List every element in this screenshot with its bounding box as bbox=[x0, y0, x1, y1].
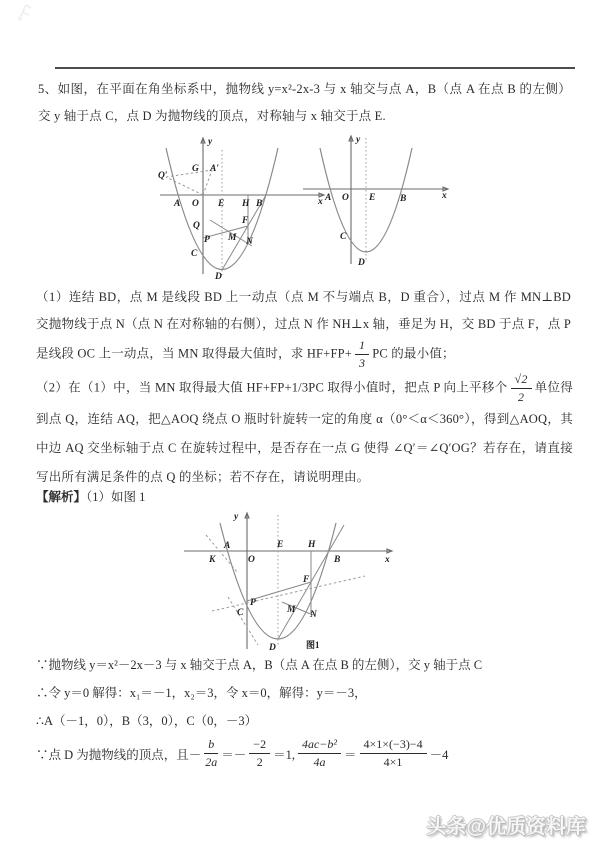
fig-b-y-axis-label: y bbox=[356, 135, 361, 145]
analysis-tag: 【解析】 bbox=[36, 490, 87, 504]
fig-a-point-f: F bbox=[242, 216, 249, 226]
fig-c-point-h: H bbox=[308, 540, 316, 550]
fig-b-point-o: O bbox=[342, 193, 349, 203]
fig-a-x-axis-label: x bbox=[318, 197, 323, 207]
solution-line-4 bbox=[36, 737, 448, 770]
fig-a-point-o: O bbox=[192, 199, 199, 209]
solution-line-2: ∴令 y＝0 解得：x₁＝－1，x₂＝3，令 x＝0，解得：y＝－3， bbox=[36, 686, 367, 700]
sol4-post: －4 bbox=[429, 747, 449, 762]
fig-a-point-n: N bbox=[246, 237, 253, 247]
fig-c-point-b: B bbox=[334, 555, 341, 565]
fig-b-point-a: A bbox=[325, 193, 332, 203]
question-part-2 bbox=[36, 372, 573, 492]
figure-solution-graph-1 bbox=[182, 505, 397, 655]
fig-c-point-p: P bbox=[250, 598, 256, 608]
fig-a-point-h: H bbox=[242, 199, 250, 209]
watermark-text: 头条@优质资料库 bbox=[426, 816, 586, 838]
fig-a-y-axis-label: y bbox=[208, 137, 213, 147]
fig-a-point-a-prime: A′ bbox=[210, 164, 220, 174]
fraction-sqrt2-over-2: $\frac{√2}{2}$ bbox=[511, 372, 532, 405]
fig-b-point-c: C bbox=[340, 232, 347, 242]
analysis-text: （1）如图 1 bbox=[86, 490, 146, 504]
fig-a-point-q: Q bbox=[193, 221, 200, 231]
sol4-mid2: ＝1, bbox=[273, 747, 295, 762]
sol4-mid1: ＝－ bbox=[221, 747, 247, 762]
question-part-1 bbox=[36, 284, 571, 371]
fig-a-point-b: B bbox=[256, 199, 263, 209]
figure-parabola-plain bbox=[298, 126, 460, 268]
fig-b-point-d: D bbox=[358, 258, 365, 268]
fig-a-point-p: P bbox=[204, 235, 210, 245]
fraction-numeric: $\frac{4\times 1\times(-3)-4}{4\times 1}$ bbox=[360, 737, 427, 770]
part1-text-before: （1）连结 BD，点 M 是线段 BD 上一动点（点 M 不与端点 B，D 重合），过点 M 作 MN⊥BD 交抛物线于点 N（点 N 在对称轴的右侧），过点 N 作 NH⊥x 轴，垂足为 H，交 BD 于点 F，点 P 是线段 OC 上一动点，当 MN 取得最大值时，求 HF+FP+ bbox=[36, 290, 571, 361]
fraction-one-third: $\frac{1}{3}$ bbox=[355, 338, 369, 371]
fig-c-x-axis-label: x bbox=[385, 555, 390, 565]
faint-corner-logo-icon bbox=[16, 2, 46, 24]
part2-text-before: （2）在（1）中，当 MN 取得最大值 HF+FP+1/3PC 取得小值时，把点 P 向上平移个 bbox=[36, 380, 508, 395]
fig-c-y-axis-label: y bbox=[234, 512, 239, 522]
fig-c-point-a: A bbox=[224, 541, 231, 551]
fig-b-point-b: B bbox=[400, 194, 407, 204]
fig-c-point-m: M bbox=[287, 605, 296, 615]
fig-c-point-o: O bbox=[248, 555, 255, 565]
fig-b-x-axis-label: x bbox=[442, 191, 447, 201]
fig-a-point-d: D bbox=[215, 272, 222, 282]
fig-a-point-m: M bbox=[228, 233, 237, 243]
fraction-4ac-b2-over-4a: $\frac{\text{4ac−b²}}{4a}$ bbox=[298, 737, 341, 770]
sol4-mid3: ＝ bbox=[344, 747, 357, 762]
sol4-pre: ∵点 D 为抛物线的顶点，且－ bbox=[36, 747, 202, 762]
fig-c-point-f: F bbox=[303, 575, 310, 585]
solution-line-1: ∵抛物线 y＝x²－2x－3 与 x 轴交于点 A，B（点 A 在点 B 的左侧），交 y 轴于点 C bbox=[36, 658, 483, 672]
fig-c-point-n: N bbox=[310, 610, 317, 620]
fig-a-point-a: A bbox=[174, 199, 181, 209]
analysis-heading bbox=[36, 487, 145, 505]
fig-c-point-k: K bbox=[209, 555, 216, 565]
fraction-neg2-over-2: $\frac{-2}{2}$ bbox=[249, 737, 270, 770]
fig-a-point-g: G bbox=[192, 164, 199, 174]
fig-a-point-q-prime: Q′ bbox=[158, 171, 168, 181]
fig-c-caption: 图1 bbox=[306, 640, 320, 650]
solution-line-3: ∴A（－1，0），B（3，0），C（0，－3） bbox=[36, 714, 258, 728]
fig-c-point-c: C bbox=[237, 608, 244, 618]
fig-b-point-e: E bbox=[369, 193, 376, 203]
part1-text-after: PC 的最小值； bbox=[372, 346, 455, 361]
fig-a-point-e: E bbox=[218, 199, 225, 209]
problem-text: 5、如图，在平面在角坐标系中，抛物线 y=x²-2x-3 与 x 轴交与点 A，B（点 A 在点 B 的左侧）交 y 轴于点 C，点 D 为抛物线的顶点，对称轴与 x 轴交于点 E. bbox=[38, 82, 571, 123]
top-divider bbox=[55, 67, 575, 69]
fig-a-point-c: C bbox=[191, 249, 198, 259]
fig-c-point-e: E bbox=[277, 540, 284, 550]
part2-text-after: 单位得到点 Q，连结 AQ，把△AOQ 绕点 O 瓶时针旋转一定的角度 α（0°＜α＜360°），得到△AOQ，其中边 AQ 交坐标轴于点 C 在旋转过程中，是否存在一点 G 使得 ∠Q′＝∠Q′OG？若存在，请直接写出所有满足条件的点 Q 的坐标；若不存在，请说明理由。 bbox=[36, 380, 573, 484]
fraction-b-over-2a: $\frac{b}{2a}$ bbox=[205, 737, 218, 769]
fig-c-point-d: D bbox=[269, 643, 276, 653]
